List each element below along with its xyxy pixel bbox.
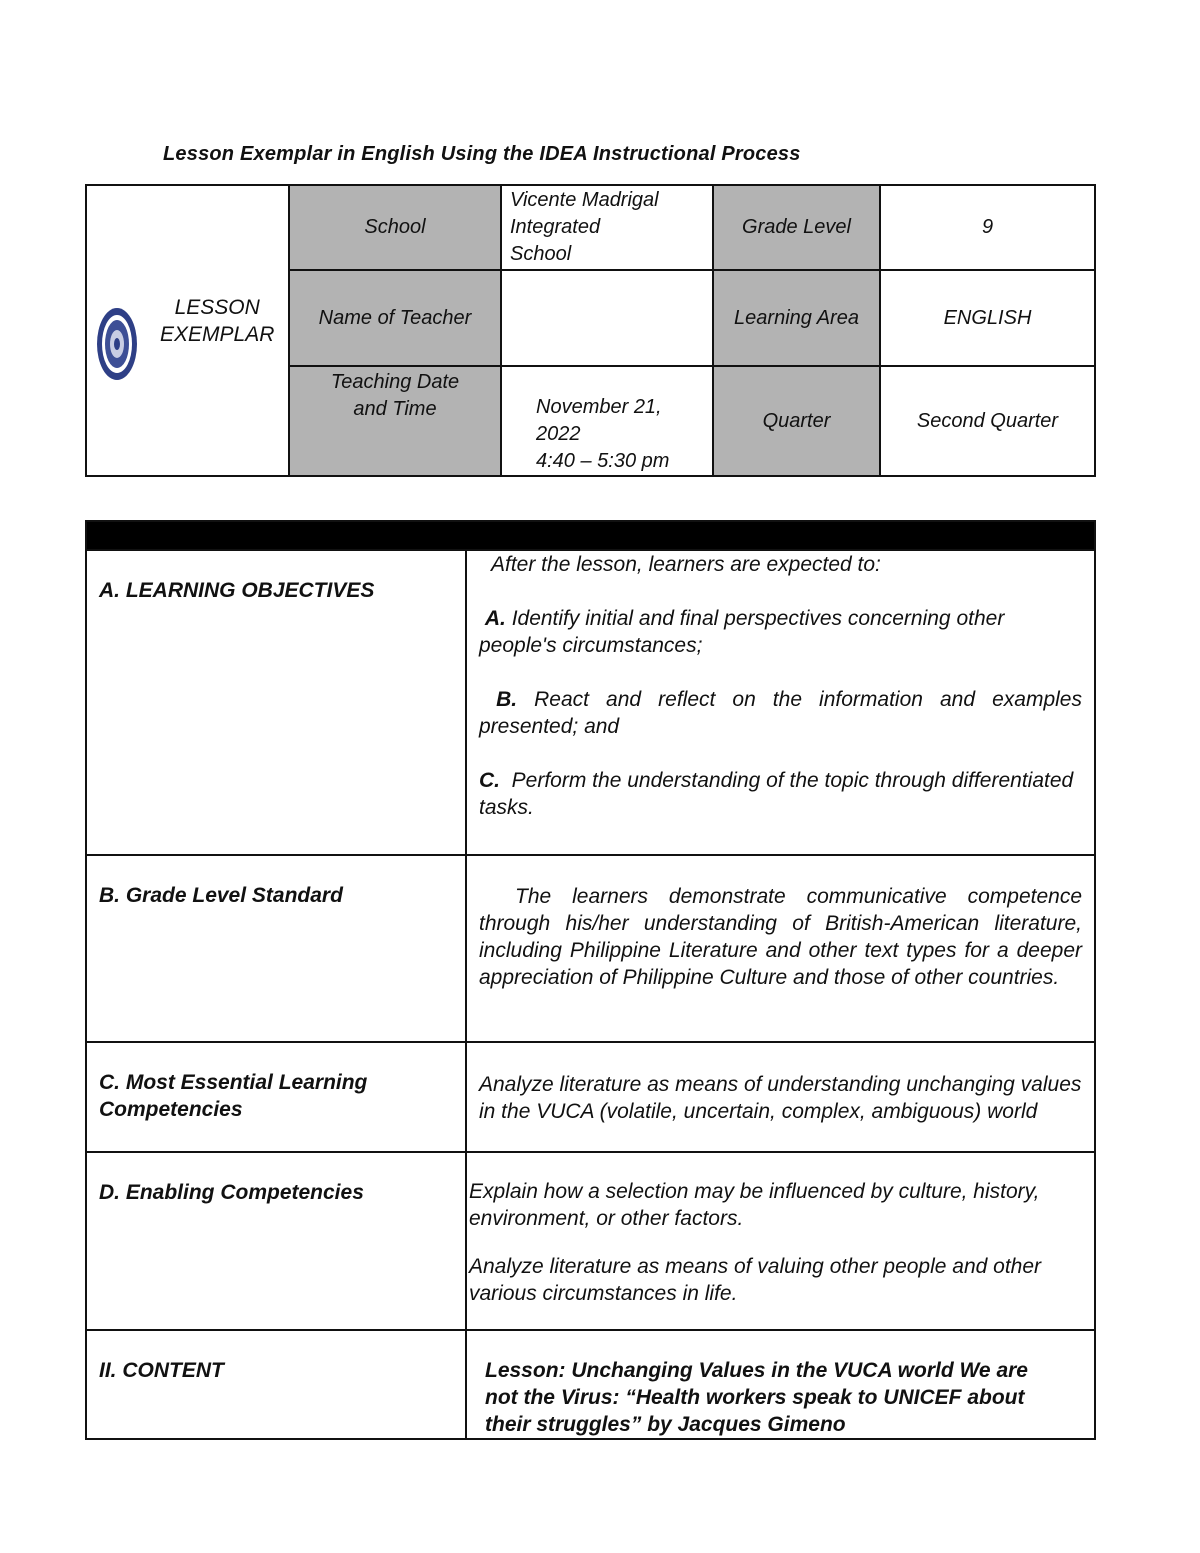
- grade-standard-value: The learners demonstrate communicative competence through his/her understanding of British-American literature, including Philippine Literature and other text types for a deeper appreciation of Philippine Culture and those of other countries.: [466, 855, 1095, 1042]
- melc-row: [86, 1042, 1095, 1152]
- content-label: II. CONTENT: [86, 1330, 466, 1439]
- content-row: [86, 1330, 1095, 1439]
- enabling-value: [466, 1152, 1095, 1330]
- objectives-intro: After the lesson, learners are expected to:: [491, 553, 881, 576]
- school-seal-icon: [96, 306, 138, 382]
- grade-level-label: Grade Level: [713, 185, 880, 270]
- objectives-label: A. LEARNING OBJECTIVES: [86, 550, 466, 855]
- melc-label: C. Most Essential Learning Competencies: [86, 1042, 466, 1152]
- enabling-competency-1: Explain how a selection may be influenced by culture, history, environment, or other factors.: [469, 1180, 1040, 1230]
- objective-b: B. React and reflect on the information and examples presented; and: [479, 688, 1082, 738]
- teacher-value: [501, 270, 713, 366]
- lesson-exemplar-label: LESSON EXEMPLAR: [160, 296, 275, 346]
- section-header-bar: [86, 521, 1095, 550]
- enabling-competency-2: Analyze literature as means of valuing other people and other various circumstances in life.: [469, 1255, 1042, 1305]
- melc-value: Analyze literature as means of understanding unchanging values in the VUCA (volatile, uncertain, complex, ambiguous) world: [466, 1042, 1095, 1152]
- enabling-row: [86, 1152, 1095, 1330]
- document-title: Lesson Exemplar in English Using the IDEA Instructional Process: [163, 143, 801, 165]
- objectives-value: [466, 550, 1095, 855]
- school-value: Vicente Madrigal Integrated School: [501, 185, 713, 270]
- grade-standard-label: B. Grade Level Standard: [86, 855, 466, 1042]
- learning-area-label: Learning Area: [713, 270, 880, 366]
- objective-a: A. Identify initial and final perspectives concerning other people's circumstances;: [479, 607, 1005, 657]
- learning-area-value: ENGLISH: [880, 270, 1095, 366]
- teaching-date-value: November 21, 2022 4:40 – 5:30 pm: [501, 366, 713, 476]
- enabling-label: D. Enabling Competencies: [86, 1152, 466, 1330]
- content-value: Lesson: Unchanging Values in the VUCA world We are not the Virus: “Health workers speak to UNICEF about their struggles” by Jacques Gimeno: [466, 1330, 1095, 1439]
- teaching-date-label: Teaching Date and Time: [289, 366, 501, 476]
- lesson-header-table: [85, 184, 1096, 477]
- teacher-label: Name of Teacher: [289, 270, 501, 366]
- school-label: School: [289, 185, 501, 270]
- grade-level-value: 9: [880, 185, 1095, 270]
- grade-standard-row: [86, 855, 1095, 1042]
- objectives-row: [86, 550, 1095, 855]
- lesson-body-table: [85, 520, 1096, 1440]
- objective-c: C. Perform the understanding of the topic through differentiated tasks.: [479, 769, 1074, 819]
- logo-cell: [86, 185, 289, 476]
- quarter-label: Quarter: [713, 366, 880, 476]
- quarter-value: Second Quarter: [880, 366, 1095, 476]
